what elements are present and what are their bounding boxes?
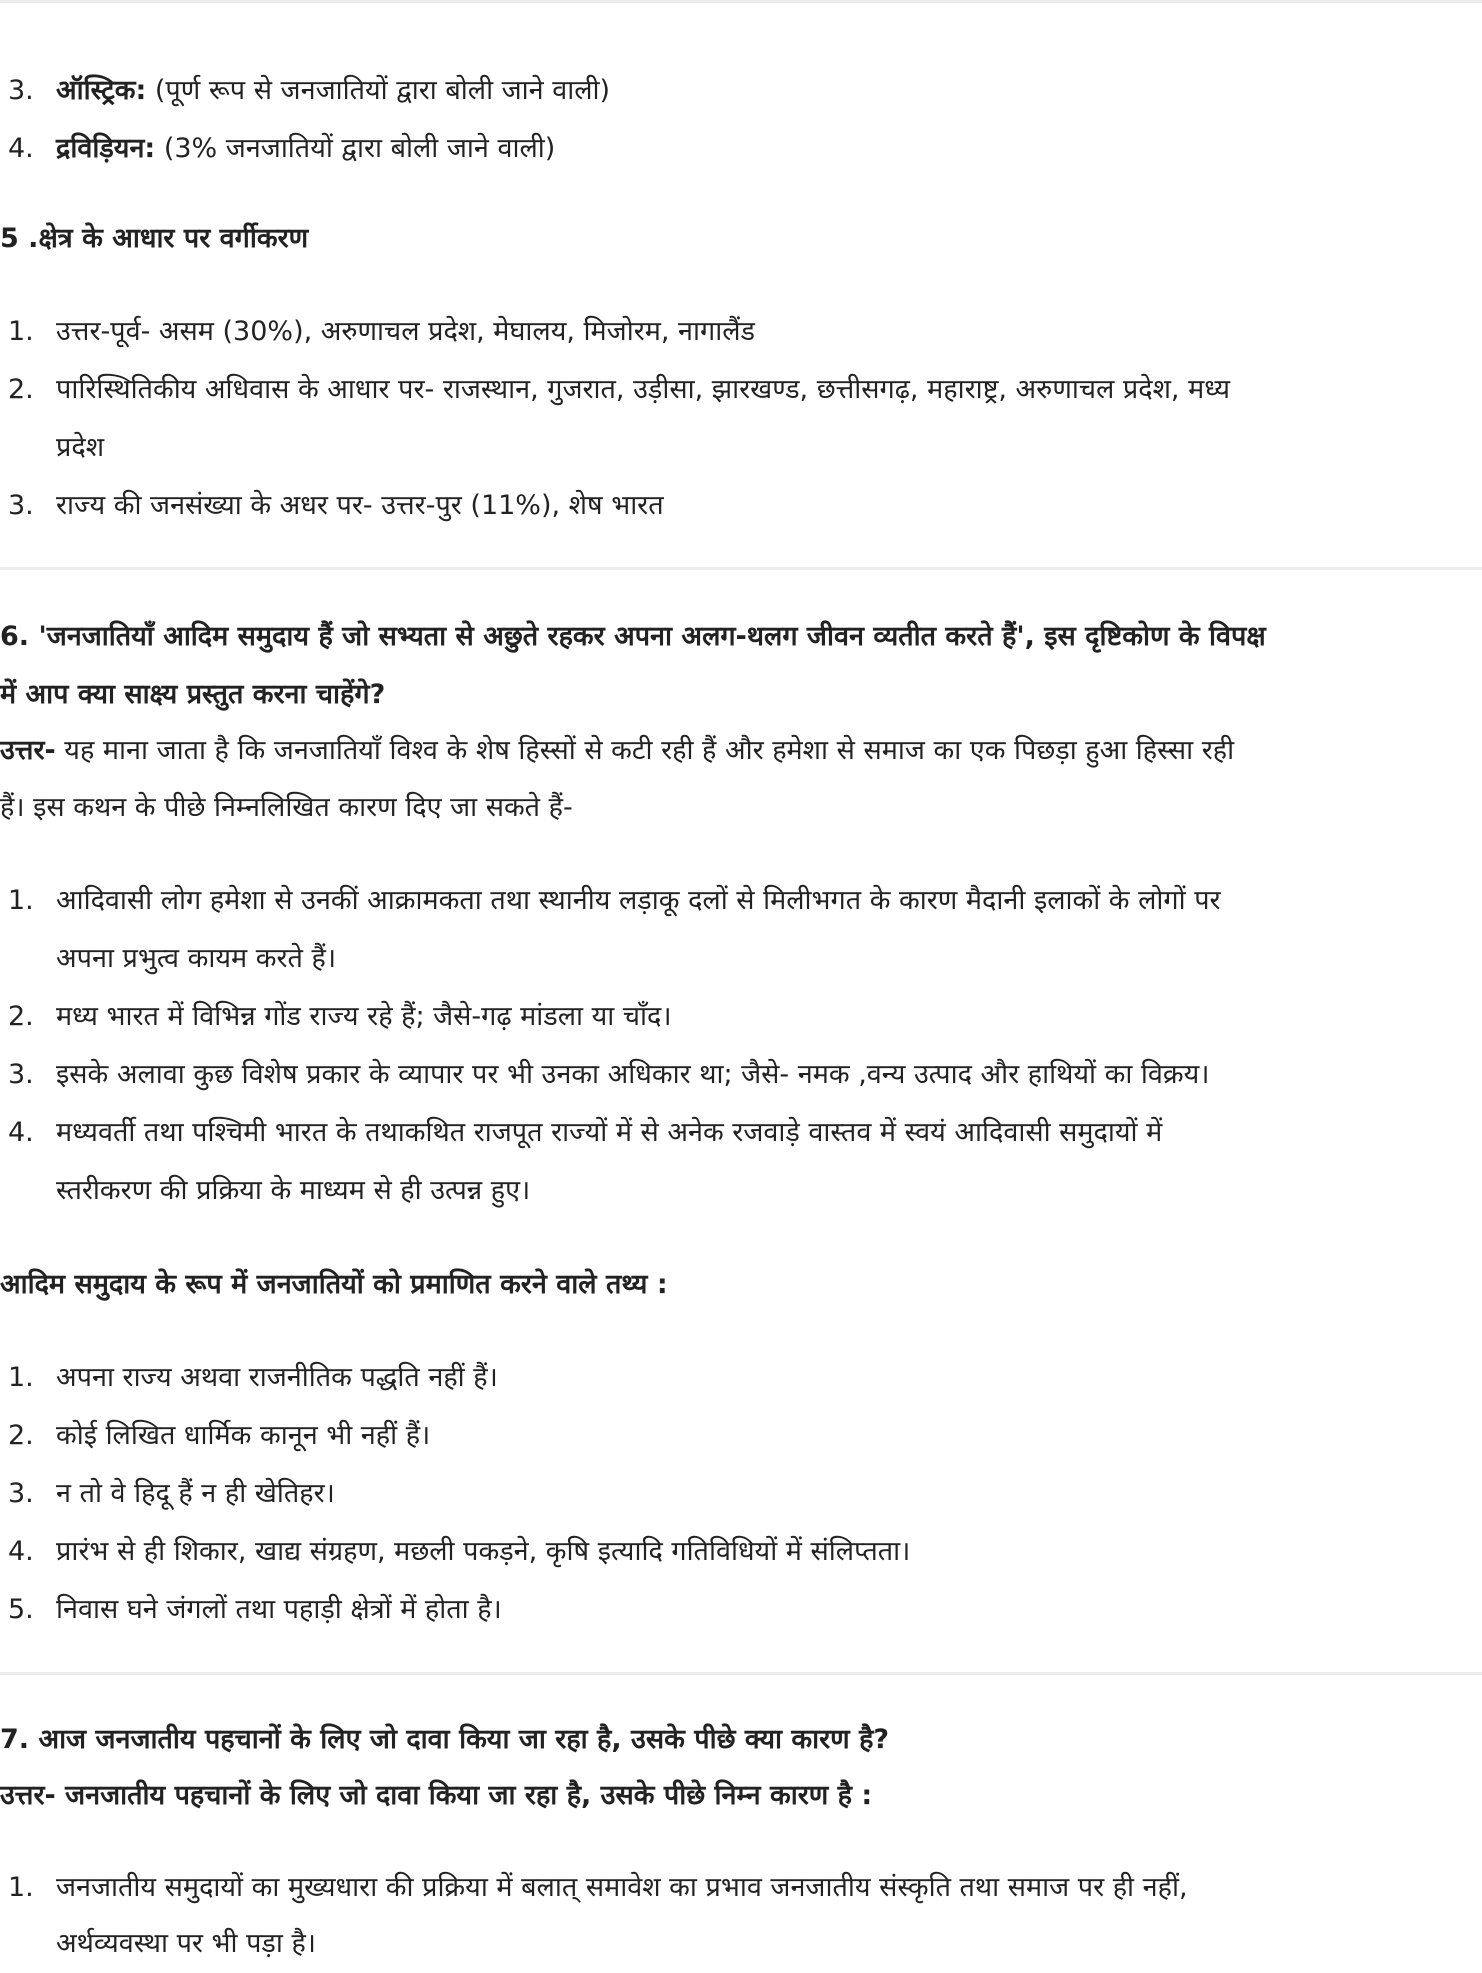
answer-line: उत्तर- यह माना जाता है कि जनजातियाँ विश्व के शेष हिस्सों से कटी रही हैं और हमेशा से समाज का एक पिछड़ा हुआ हिस्सा रही — [0, 735, 1235, 766]
list-text: मध्यवर्ती तथा पश्चिमी भारत के तथाकथित राजपूत राज्यों में से अनेक रजवाड़े वास्तव में स्वयं आदिवासी समुदायों में — [56, 1117, 1163, 1148]
list-text: कोई लिखित धार्मिक कानून भी नहीं हैं। — [56, 1420, 431, 1451]
list-number: 3. — [8, 490, 34, 521]
list-text: इसके अलावा कुछ विशेष प्रकार के व्यापार पर भी उनका अधिकार था; जैसे- नमक ,वन्य उत्पाद और हाथियों का विक्रय। — [56, 1059, 1210, 1090]
list-number: 4. — [8, 1536, 34, 1567]
language-label: द्रविड़ियन: — [56, 133, 156, 164]
list-text: प्रारंभ से ही शिकार, खाद्य संग्रहण, मछली पकड़ने, कृषि इत्यादि गतिविधियों में संलिप्तता। — [56, 1536, 911, 1567]
section-divider — [0, 1672, 1482, 1675]
list-text: निवास घने जंगलों तथा पहाड़ी क्षेत्रों में होता है। — [56, 1594, 502, 1625]
answer-line: उत्तर- जनजातीय पहचानों के लिए जो दावा किया जा रहा है, उसके पीछे निम्न कारण है : — [0, 1780, 873, 1811]
list-text: मध्य भारत में विभिन्न गोंड राज्य रहे हैं; जैसे-गढ़ मांडला या चाँद। — [56, 1001, 672, 1032]
list-text: आदिवासी लोग हमेशा से उनकीं आक्रामकता तथा स्थानीय लड़ाकू दलों से मिलीभगत के कारण मैदानी इलाकों के लोगों पर — [56, 885, 1221, 916]
list-text: उत्तर-पूर्व- असम (30%), अरुणाचल प्रदेश, मेघालय, मिजोरम, नागालैंड — [56, 316, 755, 347]
list-number: 2. — [8, 1420, 34, 1451]
top-divider — [0, 0, 1482, 3]
section-heading: 5 .क्षेत्र के आधार पर वर्गीकरण — [0, 223, 309, 254]
question-line: 6. 'जनजातियाँ आदिम समुदाय हैं जो सभ्यता से अछुते रहकर अपना अलग-थलग जीवन व्यतीत करते हैं', इस दृष्टिकोण के विपक्ष — [0, 621, 1266, 652]
list-number: 2. — [8, 374, 34, 405]
list-text-continued: प्रदेश — [56, 432, 105, 463]
answer-label: उत्तर- — [0, 1780, 56, 1811]
question-line: में आप क्या साक्ष्य प्रस्तुत करना चाहेंगे? — [0, 679, 386, 710]
list-text: न तो वे हिदू हैं न ही खेतिहर। — [56, 1478, 335, 1509]
language-label: ऑस्ट्रिक: — [56, 75, 147, 106]
list-text: (3% जनजातियों द्वारा बोली जाने वाली) — [155, 133, 556, 164]
list-number: 3. — [8, 1478, 34, 1509]
question-line: 7. आज जनजातीय पहचानों के लिए जो दावा किया जा रहा है, उसके पीछे क्या कारण है? — [0, 1724, 890, 1755]
list-number: 4. — [8, 133, 34, 164]
list-number: 4. — [8, 1117, 34, 1148]
list-number: 3. — [8, 75, 34, 106]
list-text: पारिस्थितिकीय अधिवास के आधार पर- राजस्थान, गुजरात, उड़ीसा, झारखण्ड, छत्तीसगढ़, महाराष्ट्र, अरुणाचल प्रदेश, मध्य — [56, 374, 1231, 405]
list-number: 1. — [8, 885, 34, 916]
answer-line: हैं। इस कथन के पीछे निम्नलिखित कारण दिए जा सकते हैं- — [0, 792, 573, 823]
answer-label: उत्तर- — [0, 735, 56, 766]
list-text: अपना राज्य अथवा राजनीतिक पद्धति नहीं हैं। — [56, 1362, 498, 1393]
section-divider — [0, 567, 1482, 570]
list-number: 1. — [8, 1362, 34, 1393]
list-text-continued: अपना प्रभुत्व कायम करते हैं। — [56, 943, 337, 974]
facts-heading: आदिम समुदाय के रूप में जनजातियों को प्रमाणित करने वाले तथ्य : — [0, 1269, 668, 1300]
list-text-continued: अर्थव्यवस्था पर भी पड़ा है। — [56, 1928, 317, 1959]
list-number: 1. — [8, 1872, 34, 1903]
list-number: 1. — [8, 316, 34, 347]
list-text: (पूर्ण रूप से जनजातियों द्वारा बोली जाने वाली) — [146, 75, 611, 106]
list-text: जनजातीय समुदायों का मुख्यधारा की प्रक्रिया में बलात् समावेश का प्रभाव जनजातीय संस्कृति तथा समाज पर ही नहीं, — [56, 1872, 1188, 1903]
list-number: 2. — [8, 1001, 34, 1032]
list-text-continued: स्तरीकरण की प्रक्रिया के माध्यम से ही उत्पन्न हुए। — [56, 1175, 531, 1206]
list-number: 3. — [8, 1059, 34, 1090]
list-text: राज्य की जनसंख्या के अधर पर- उत्तर-पुर (11%), शेष भारत — [56, 490, 664, 521]
list-number: 5. — [8, 1594, 34, 1625]
